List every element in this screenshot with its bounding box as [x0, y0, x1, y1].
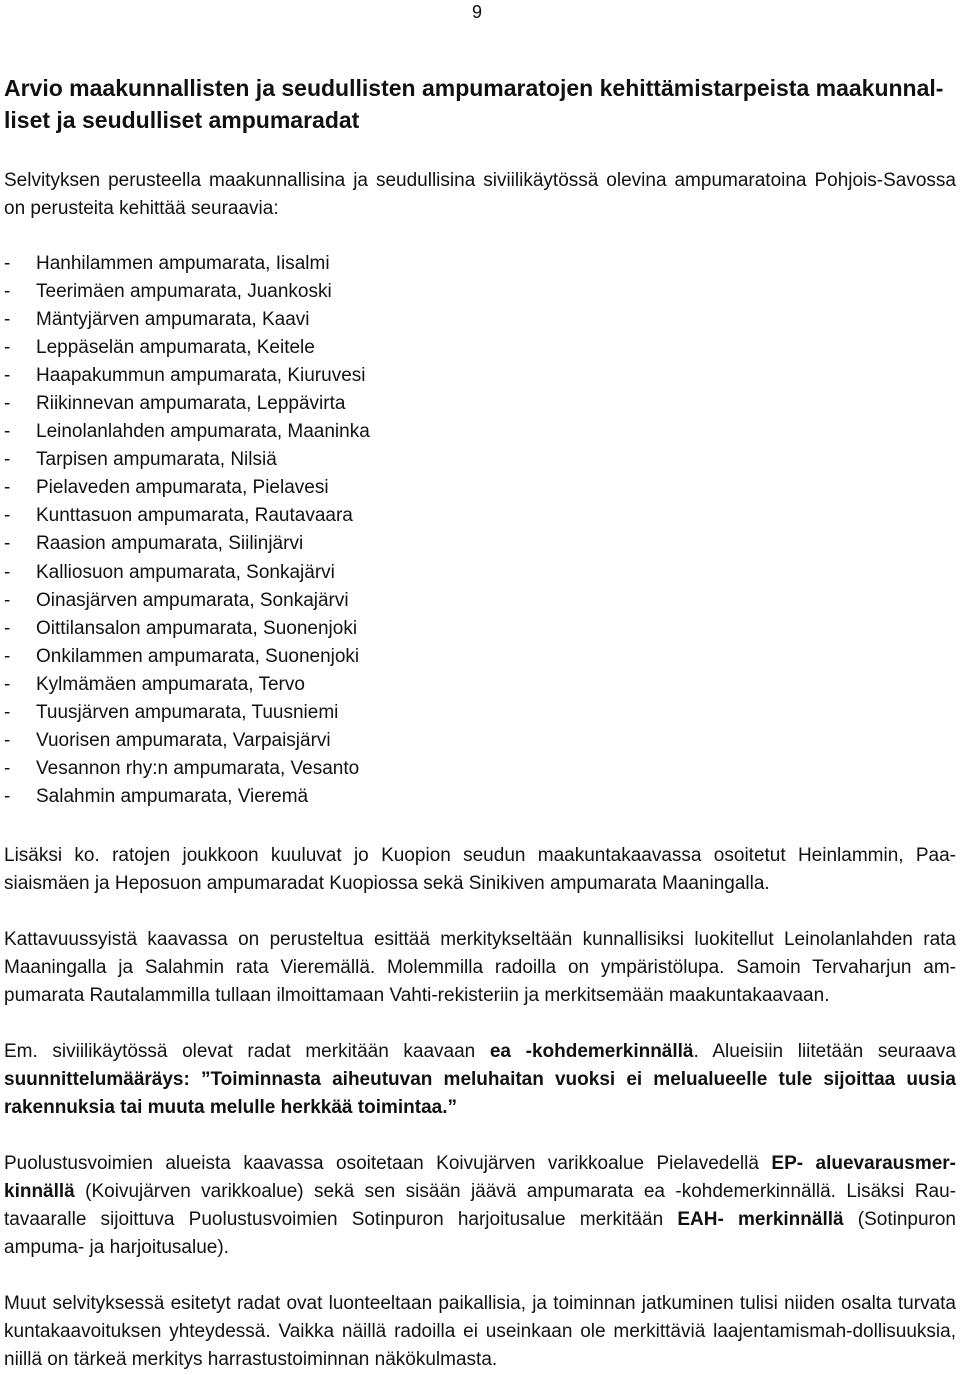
list-item-text: Pielaveden ampumarata, Pielavesi: [36, 477, 329, 499]
eah-marking-bold: EAH- merkinnällä: [677, 1209, 844, 1230]
list-dash: -: [4, 337, 11, 359]
page-number: 9: [472, 2, 483, 22]
list-item: [4, 559, 370, 587]
list-item: [4, 530, 370, 558]
list-dash: -: [4, 673, 11, 695]
list-item-text: Onkilammen ampumarata, Suonenjoki: [36, 645, 360, 667]
list-dash: -: [4, 309, 11, 331]
list-item-text: Mäntyjärven ampumarata, Kaavi: [36, 309, 310, 331]
list-item-text: Oinasjärven ampumarata, Sonkajärvi: [36, 589, 349, 611]
list-item-text: Haapakummun ampumarata, Kiuruvesi: [36, 365, 366, 387]
list-item: [4, 334, 370, 362]
list-item: [4, 306, 370, 334]
list-item: [4, 671, 370, 699]
list-dash: -: [4, 365, 11, 387]
shooting-range-list: [4, 250, 370, 811]
paragraph-kattavuus: [4, 926, 956, 1010]
list-dash: -: [4, 561, 11, 583]
list-dash: -: [4, 533, 11, 555]
list-item-text: Vuorisen ampumarata, Varpaisjärvi: [36, 729, 331, 751]
intro-paragraph: Selvityksen perusteella maakunnallisina ja seudullisina siviilikäytössä olevina ampumaratoina Pohjois-Savossa on perusteita kehittää seuraavia:: [4, 170, 956, 219]
list-dash: -: [4, 701, 11, 723]
list-item-text: Hanhilammen ampumarata, Iisalmi: [36, 253, 330, 274]
list-dash: -: [4, 589, 11, 611]
list-item-text: Kalliosuon ampumarata, Sonkajärvi: [36, 561, 335, 583]
list-item-text: Leppäselän ampumarata, Keitele: [36, 337, 315, 359]
list-item: [4, 446, 370, 474]
list-item-text: Oittilansalon ampumarata, Suonenjoki: [36, 617, 358, 639]
list-dash: -: [4, 505, 11, 527]
paragraph-puolustus-text-2: (Koivujärven varikkoalue) sekä sen sisään jäävä ampumarata ea -kohdemerkinnällä. Lisäksi Rau-tavaaralle sijoittuva Puolustusvoimien Sotinpuron harjoitusalue merkitään: [4, 1181, 956, 1230]
list-dash: -: [4, 393, 11, 415]
paragraph-puolustusvoimat: [4, 1150, 956, 1262]
planning-regulation-bold: suunnittelumääräys: ”Toiminnasta aiheutuvan meluhaitan vuoksi ei melualueelle tule sijoittaa uusia rakennuksia tai muuta melulle herkkää toimintaa.”: [4, 1069, 956, 1118]
list-item-text: Riikinnevan ampumarata, Leppävirta: [36, 393, 346, 415]
list-item: [4, 755, 370, 783]
list-item: [4, 727, 370, 755]
paragraph-lisaksi: Lisäksi ko. ratojen joukkoon kuuluvat jo Kuopion seudun maakuntakaavassa osoitetut Heinlammin, Paa-siaismäen ja Heposuon ampumaradat Kuopiossa sekä Sinikiven ampumarata Maaningalla.: [4, 845, 956, 894]
list-item-text: Tuusjärven ampumarata, Tuusniemi: [36, 701, 339, 723]
list-item: [4, 783, 370, 811]
list-dash: -: [4, 449, 11, 471]
paragraph-em: [4, 1038, 956, 1122]
paragraph-puolustus-text-1: Puolustusvoimien alueista kaavassa osoitetaan Koivujärven varikkoalue Pielavedellä: [4, 1153, 772, 1174]
list-item-text: Salahmin ampumarata, Vieremä: [36, 785, 309, 807]
paragraph-kattavuus-text: Kattavuussyistä kaavassa on perusteltua esittää merkitykseltään kunnallisiksi luokitellut Leinolanlahden rata Maaningalla ja Salahmin rata Vieremällä. Molemmilla radoilla on ympäristölupa. Samoin Tervaharjun am-pumarata Rautalammilla tullaan ilmoittamaan Vahti-rekisteriin ja merkitsemään maakuntakaavaan.: [4, 929, 956, 1006]
list-item: [4, 474, 370, 502]
page-title: Arvio maakunnallisten ja seudullisten ampumaratojen kehittämistarpeista maakunnal-liset ja seudulliset ampumaradat: [4, 75, 944, 133]
paragraph-muut: Muut selvityksessä esitetyt radat ovat luonteeltaan paikallisia, ja toiminnan jatkuminen tulisi niiden osalta turvata kuntakaavoituksen yhteydessä. Vaikka näillä radoilla ei useinkaan ole merkittäviä laajentamismah-dollisuuksia, niillä on tärkeä merkitys harrastustoiminnan näkökulmasta.: [4, 1293, 956, 1370]
list-item-text: Kunttasuon ampumarata, Rautavaara: [36, 505, 353, 527]
list-dash: -: [4, 421, 11, 443]
list-item: [4, 390, 370, 418]
list-dash: -: [4, 253, 11, 274]
list-item: [4, 615, 370, 643]
list-item: [4, 278, 370, 306]
list-dash: -: [4, 757, 11, 779]
list-item: [4, 250, 370, 278]
list-item-text: Raasion ampumarata, Siilinjärvi: [36, 533, 304, 555]
list-dash: -: [4, 617, 11, 639]
list-item: [4, 587, 370, 615]
list-item: [4, 418, 370, 446]
list-dash: -: [4, 785, 11, 807]
list-item-text: Leinolanlahden ampumarata, Maaninka: [36, 421, 370, 443]
list-item: [4, 362, 370, 390]
ea-marking-bold: ea -kohdemerkinnällä: [489, 1041, 694, 1062]
list-dash: -: [4, 281, 11, 303]
list-item: [4, 502, 370, 530]
paragraph-em-text-1: Em. siviilikäytössä olevat radat merkitään kaavaan: [4, 1041, 490, 1062]
paragraph-em-text-2: . Alueisiin liitetään seuraava: [693, 1041, 956, 1062]
ep-marking-bold: EP- aluevarausmer-kinnällä: [4, 1153, 957, 1202]
list-item-text: Tarpisen ampumarata, Nilsiä: [36, 449, 277, 471]
paragraph-puolustus-text-3: (Sotinpuron ampuma- ja harjoitusalue).: [4, 1209, 957, 1258]
list-item: [4, 643, 370, 671]
list-dash: -: [4, 729, 11, 751]
list-item-text: Kylmämäen ampumarata, Tervo: [36, 673, 305, 695]
list-item-text: Vesannon rhy:n ampumarata, Vesanto: [36, 757, 360, 779]
list-dash: -: [4, 645, 11, 667]
list-item: [4, 699, 370, 727]
list-dash: -: [4, 477, 11, 499]
list-item-text: Teerimäen ampumarata, Juankoski: [36, 281, 332, 303]
